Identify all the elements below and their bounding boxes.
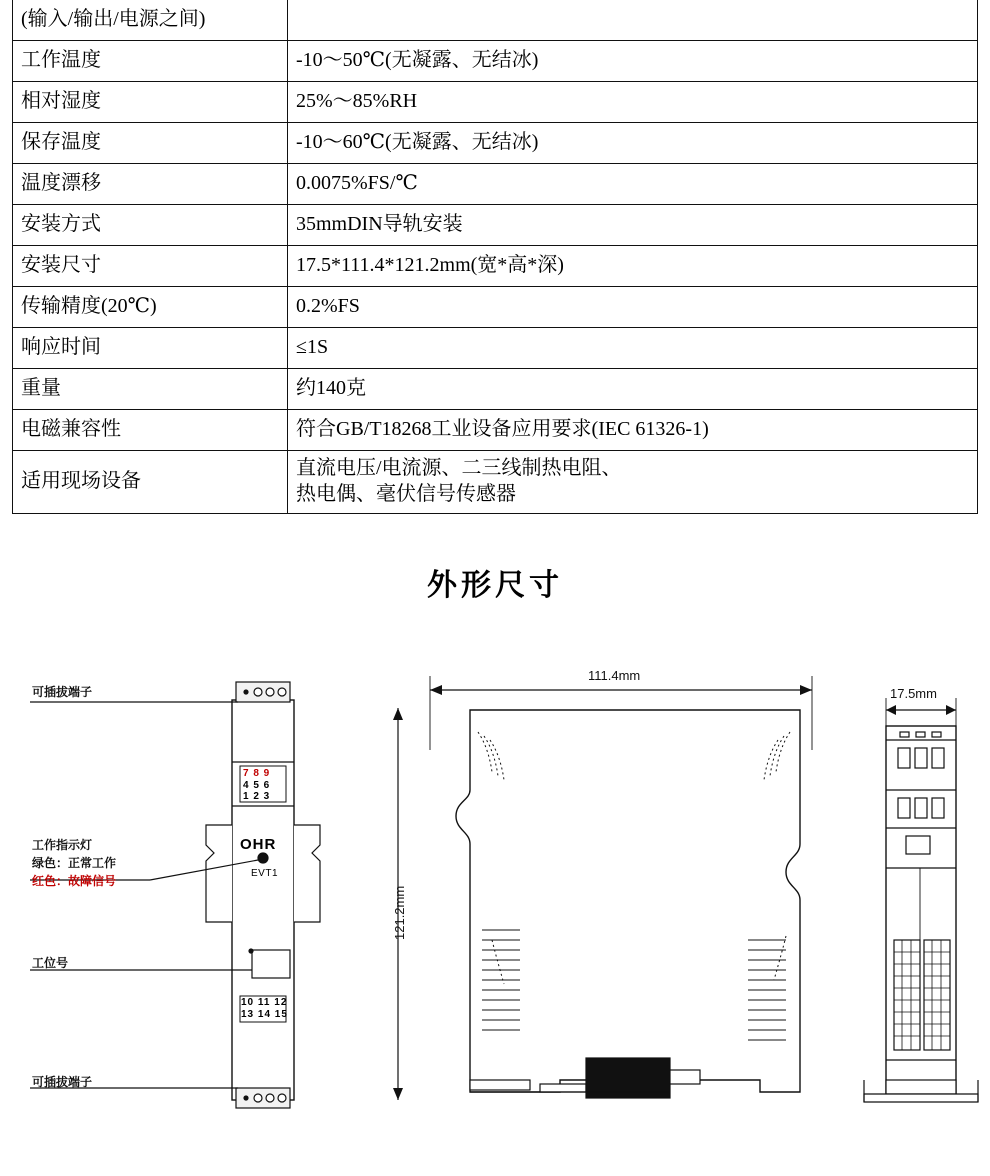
spec-value: 符合GB/T18268工业设备应用要求(IEC 61326-1) bbox=[288, 410, 978, 451]
callout-bottom-terminal: 可插拔端子 bbox=[32, 1075, 93, 1089]
table-row bbox=[13, 246, 978, 287]
model-label: EVT1 bbox=[251, 868, 279, 879]
terminal-numbers-top-row2: 4 5 6 bbox=[243, 780, 271, 791]
dimension-drawing bbox=[0, 640, 990, 1170]
spec-label: 温度漂移 bbox=[13, 164, 288, 205]
spec-value: 约140克 bbox=[288, 369, 978, 410]
spec-value: 0.0075%FS/℃ bbox=[288, 164, 978, 205]
spec-label: 保存温度 bbox=[13, 123, 288, 164]
table-row bbox=[13, 369, 978, 410]
spec-label: 安装尺寸 bbox=[13, 246, 288, 287]
callout-indicator-green: 绿色：正常工作 bbox=[32, 856, 117, 870]
terminal-numbers-top-row1: 7 8 9 bbox=[243, 768, 271, 779]
brand-logo: OHR bbox=[240, 836, 277, 853]
spec-label: 重量 bbox=[13, 369, 288, 410]
table-row bbox=[13, 0, 978, 41]
dimension-width-front: 111.4mm bbox=[588, 668, 641, 683]
spec-value: 35mmDIN导轨安装 bbox=[288, 205, 978, 246]
drawing-svg bbox=[0, 640, 990, 1170]
spec-value: 0.2%FS bbox=[288, 287, 978, 328]
spec-label: (输入/输出/电源之间) bbox=[13, 0, 288, 41]
dimension-height-front: 121.2mm bbox=[392, 885, 407, 940]
callout-tag-number: 工位号 bbox=[32, 956, 69, 970]
spec-label: 适用现场设备 bbox=[13, 451, 288, 514]
callout-indicator-red: 红色：故障信号 bbox=[32, 874, 117, 888]
terminal-numbers-top-row3: 1 2 3 bbox=[243, 791, 271, 802]
spec-label: 安装方式 bbox=[13, 205, 288, 246]
spec-value: 25%～85%RH bbox=[288, 82, 978, 123]
table-row bbox=[13, 123, 978, 164]
table-row bbox=[13, 328, 978, 369]
table-row bbox=[13, 451, 978, 514]
section-title: 外形尺寸 bbox=[427, 569, 563, 602]
spec-value: -10～60℃(无凝露、无结冰) bbox=[288, 123, 978, 164]
table-row bbox=[13, 410, 978, 451]
spec-value-line: 直流电压/电流源、二三线制热电阻、 bbox=[296, 457, 622, 479]
table-row bbox=[13, 164, 978, 205]
spec-label: 传输精度(20℃) bbox=[13, 287, 288, 328]
spec-label: 相对湿度 bbox=[13, 82, 288, 123]
spec-value bbox=[288, 451, 978, 514]
table-row bbox=[13, 82, 978, 123]
table-row bbox=[13, 287, 978, 328]
spec-label: 工作温度 bbox=[13, 41, 288, 82]
specifications-table bbox=[12, 0, 978, 514]
table-row bbox=[13, 41, 978, 82]
terminal-numbers-bottom-row1: 10 11 12 bbox=[241, 997, 288, 1008]
table-row bbox=[13, 205, 978, 246]
dimension-depth-side: 17.5mm bbox=[890, 686, 937, 701]
spec-label: 电磁兼容性 bbox=[13, 410, 288, 451]
spec-value: -10～50℃(无凝露、无结冰) bbox=[288, 41, 978, 82]
spec-value-line: 热电偶、毫伏信号传感器 bbox=[296, 482, 516, 505]
spec-value bbox=[288, 0, 978, 41]
callout-top-terminal: 可插拔端子 bbox=[32, 685, 93, 699]
spec-value: 17.5*111.4*121.2mm(宽*高*深) bbox=[288, 246, 978, 287]
spec-value: ≤1S bbox=[288, 328, 978, 369]
spec-label: 响应时间 bbox=[13, 328, 288, 369]
terminal-numbers-bottom-row2: 13 14 15 bbox=[241, 1009, 288, 1020]
callout-indicator-title: 工作指示灯 bbox=[32, 838, 93, 852]
